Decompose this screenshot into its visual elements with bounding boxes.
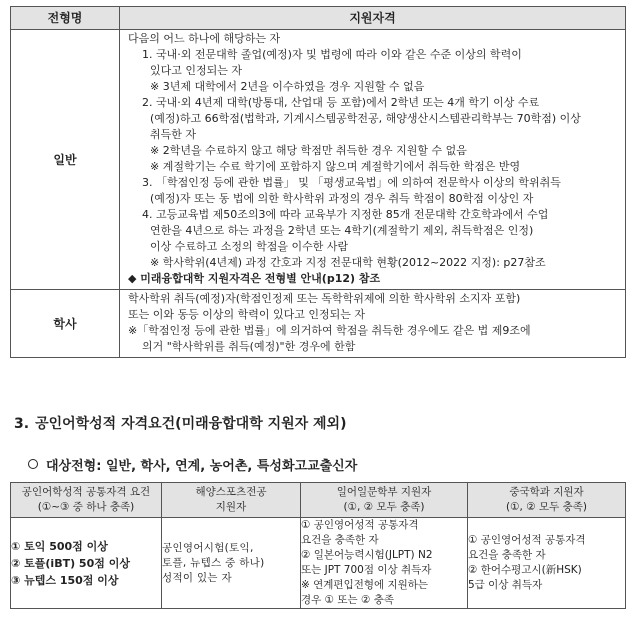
japanese-sub: (①, ② 모두 충족) (343, 501, 425, 513)
japanese-header (301, 483, 468, 518)
bachelor-line-1: 학사학위 취득(예정)자(학점인정제 또는 독학학위제에 의한 학사학위 소지자 포함) (128, 292, 521, 305)
chinese-line-1: ① 공인영어성적 공통자격 (468, 534, 586, 546)
japanese-title: 일어일문학부 지원자 (336, 486, 432, 498)
toefl-requirement: ② 토플(iBT) 50점 이상 (11, 556, 130, 570)
general-item-4: 4. 고등교육법 제50조의3에 따라 교육부가 지정한 85개 전문대학 간호학과에서 수업 (142, 208, 549, 221)
general-item-2-cont: (예정)하고 66학점(법학과, 기계시스템공학전공, 해양생산시스템관리학부는 70학점) 이상 (150, 112, 581, 125)
chinese-line-4: 5급 이상 취득자 (468, 579, 543, 591)
marine-sports-header (162, 483, 301, 518)
common-requirement-cell (11, 518, 162, 609)
bachelor-qualification (120, 290, 626, 358)
bachelor-note: ※「학점인정 등에 관한 법률」에 의거하여 학점을 취득한 경우에도 같은 법 제9조에 (128, 324, 531, 337)
general-item-4-cont2: 이상 수료하고 소정의 학점을 이수한 사람 (150, 240, 349, 253)
common-requirement-sub: (①~③ 중 하나 충족) (37, 501, 135, 513)
marine-sports-line-2: 토플, 뉴텝스 중 하나) (162, 556, 265, 569)
general-item-3: 3. 「학점인정 등에 관한 법률」 및 「평생교육법」에 의하여 전문학사 이상의 학위취득 (142, 176, 561, 189)
japanese-cell (301, 518, 468, 609)
bachelor-label: 학사 (11, 290, 120, 358)
general-reference-note: ◆ 미래융합대학 지원자격은 전형별 안내(p12) 참조 (128, 272, 381, 285)
toeic-requirement: ① 토익 500점 이상 (11, 539, 108, 553)
table-row-general (11, 30, 626, 290)
marine-sports-sub: 지원자 (215, 501, 247, 513)
qualification-header: 지원자격 (120, 7, 626, 30)
general-item-1: 1. 국내·외 전문대학 졸업(예정)자 및 법령에 따라 이와 같은 수준 이상의 학력이 (142, 48, 522, 61)
target-line (28, 455, 357, 474)
table-header-row (11, 7, 626, 30)
common-requirement-title: 공인어학성적 공통자격 요건 (21, 486, 151, 498)
language-table-row (11, 518, 626, 609)
general-note-2b: ※ 계절학기는 수료 학기에 포함하지 않으며 계절학기에서 취득한 학점은 반영 (150, 160, 521, 173)
general-label: 일반 (11, 30, 120, 290)
target-text: 대상전형: 일반, 학사, 연계, 농어촌, 특성화고교출신자 (46, 459, 358, 474)
marine-sports-title: 해양스포츠전공 (195, 486, 267, 498)
chinese-title: 중국학과 지원자 (509, 486, 584, 498)
chinese-line-3: ② 한어수평고시(新HSK) (468, 564, 582, 576)
chinese-line-2: 요건을 충족한 자 (468, 549, 546, 561)
general-item-4-cont: 연한을 4년으로 하는 과정을 2학년 또는 4학기(계절학기 제외, 취득학점은 인정) (150, 224, 534, 237)
language-table-header-row (11, 483, 626, 518)
table-row-bachelor (11, 290, 626, 358)
category-header: 전형명 (11, 7, 120, 30)
teps-requirement: ③ 뉴텝스 150점 이상 (11, 573, 119, 587)
japanese-line-1: ① 공인영어성적 공통자격 (301, 519, 419, 531)
japanese-line-6: 경우 ① 또는 ② 충족 (301, 594, 395, 606)
general-intro: 다음의 어느 하나에 해당하는 자 (128, 32, 281, 45)
marine-sports-line-1: 공인영어시험(토익, (162, 541, 254, 554)
general-item-2: 2. 국내·외 4년제 대학(방통대, 산업대 등 포함)에서 2학년 또는 4개 학기 이상 수료 (142, 96, 540, 109)
japanese-line-2: 요건을 충족한 자 (301, 534, 379, 546)
bachelor-line-2: 또는 이와 동등 이상의 학력이 있다고 인정되는 자 (128, 308, 365, 321)
chinese-header (468, 483, 626, 518)
qualification-table (10, 6, 626, 358)
japanese-line-3: ② 일본어능력시험(JLPT) N2 (301, 549, 433, 561)
section-number: 3. (14, 416, 30, 432)
language-score-table (10, 482, 626, 609)
circle-bullet-icon (28, 459, 38, 469)
bachelor-note-cont: 의거 "학사학위를 취득(예정)"한 경우에 한함 (142, 340, 356, 353)
section-title: 공인어학성적 자격요건(미래융합대학 지원자 제외) (35, 416, 347, 432)
section-heading (14, 413, 346, 433)
japanese-line-5: ※ 연계편입전형에 지원하는 (301, 579, 429, 591)
japanese-line-4: 또는 JPT 700점 이상 취득자 (301, 564, 432, 576)
marine-sports-line-3: 성적이 있는 자 (162, 571, 232, 584)
marine-sports-cell (162, 518, 301, 609)
general-note-1: ※ 3년제 대학에서 2년을 이수하였을 경우 지원할 수 없음 (150, 80, 425, 93)
chinese-cell (468, 518, 626, 609)
general-item-3-cont: (예정)자 또는 동 법에 의한 학사학위 과정의 경우 취득 학점이 80학점 이상인 자 (150, 192, 534, 205)
common-requirement-header (11, 483, 162, 518)
general-item-2-cont2: 취득한 자 (150, 128, 197, 141)
general-note-2a: ※ 2학년을 수료하지 않고 해당 학점만 취득한 경우 지원할 수 없음 (150, 144, 467, 157)
general-qualification (120, 30, 626, 290)
general-item-1-cont: 있다고 인정되는 자 (150, 64, 243, 77)
general-note-4: ※ 학사학위(4년제) 과정 간호과 지정 전문대학 현황(2012~2022 지정): p27참조 (150, 256, 546, 269)
chinese-sub: (①, ② 모두 충족) (506, 501, 587, 513)
